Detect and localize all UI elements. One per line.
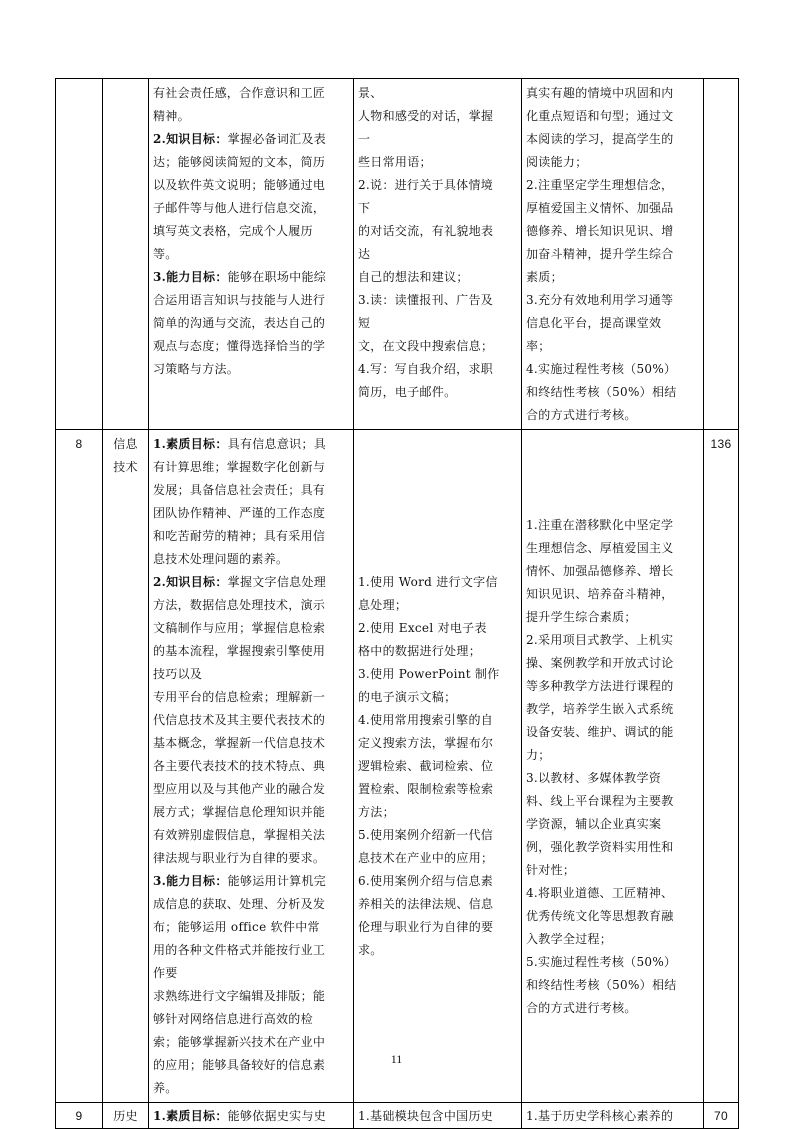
course-goals-cell — [149, 430, 354, 1103]
text-line: 2.使用 Excel 对电子表 — [358, 621, 487, 635]
text-line: 专用平台的信息检索；理解新一 — [153, 690, 326, 704]
text-line: 等多种教学方法进行课程的 — [526, 678, 674, 693]
text-line: 4.写：写自我介绍，求职 — [358, 362, 494, 376]
text-line: 2.采用项目式教学、上机实 — [526, 632, 674, 647]
text-line: 教学，培养学生嵌入式系统 — [526, 701, 674, 716]
text-line: 率； — [526, 339, 551, 353]
text-line: 料、线上平台课程为主要教 — [526, 793, 674, 808]
text-line — [153, 870, 349, 893]
page-number: 11 — [390, 1052, 403, 1066]
text-line: 些日常用语； — [358, 155, 432, 169]
goal-heading: 1.素质目标： — [153, 437, 228, 451]
teaching-methods-cell — [522, 430, 704, 1103]
text-line: 成信息的获取、处理、分析及发 — [153, 897, 326, 911]
course-content-cell — [354, 430, 522, 1103]
goal-text: 能够依据史实与史 — [227, 1109, 327, 1123]
text-line: 厚植爱国主义情怀、加强品 — [526, 201, 674, 215]
text-line: 律法规与职业行为自律的要求。 — [153, 851, 326, 865]
course-name-cell — [103, 430, 149, 1103]
text-line: 合的方式进行考核。 — [526, 408, 637, 422]
text-line: 力； — [526, 747, 551, 762]
text-line: 型应用以及与其他产业的融合发 — [153, 782, 326, 796]
text-line: 基本概念，掌握新一代信息技术 — [153, 736, 326, 750]
text-line: 合的方式进行考核。 — [526, 1000, 637, 1015]
text-line: 4.实施过程性考核（50%） — [526, 362, 677, 376]
text-line: 息技术处理问题的素养。 — [153, 552, 289, 566]
text-line: 息处理； — [358, 598, 408, 612]
text-line: 提升学生综合素质； — [526, 609, 637, 624]
text-line: 下 — [358, 201, 371, 215]
course-number-cell: 9 — [56, 1103, 103, 1129]
goal-heading: 3.能力目标： — [153, 270, 228, 284]
course-goals-cell — [149, 1103, 354, 1129]
table-row-course-9 — [56, 1103, 739, 1129]
text-line: 学资源，辅以企业真实案 — [526, 816, 662, 831]
course-name-line-1: 信息 — [113, 437, 138, 451]
text-line: 短 — [358, 316, 371, 330]
table-row-continued — [56, 79, 739, 430]
text-line: 用的各种文件格式并能按行业工 — [153, 943, 326, 957]
course-number-cell: 8 — [56, 430, 103, 1103]
table-row-course-8 — [56, 430, 739, 1103]
text-line: 自己的想法和建议； — [358, 270, 469, 284]
text-line: 知识见识、培养奋斗精神， — [526, 586, 674, 601]
text-line: 和终结性考核（50%）相结 — [526, 385, 677, 399]
text-line: 技巧以及 — [153, 667, 203, 681]
text-line: 以及软件英文说明；能够通过电 — [153, 178, 326, 192]
text-line: 方法，数据信息处理技术，演示 — [153, 598, 326, 612]
text-line: 化重点短语和句型；通过文 — [526, 109, 674, 123]
text-line: 团队协作精神、严谨的工作态度 — [153, 506, 326, 520]
text-line: 信息化平台，提高课堂效 — [526, 316, 662, 330]
text-line: 等。 — [153, 247, 178, 261]
text-line: 4.使用常用搜索引擎的自 — [358, 713, 494, 727]
text-line: 5.实施过程性考核（50%） — [526, 954, 677, 969]
course-name-cell: 历史 — [103, 1103, 149, 1129]
text-line: 的基本流程，掌握搜索引擎使用 — [153, 644, 326, 658]
text-line: 本阅读的学习，提高学生的 — [526, 132, 674, 146]
course-hours-cell: 136 — [704, 430, 739, 1103]
text-line: 求熟练进行文字编辑及排版；能 — [153, 989, 326, 1003]
text-line: 展方式；掌握信息伦理知识并能 — [153, 805, 326, 819]
text-line: 优秀传统文化等思想教育融 — [526, 908, 674, 923]
text-line: 素质； — [526, 270, 563, 284]
text-line: 针对性； — [526, 862, 576, 877]
text-line: 生理想信念、厚植爱国主义 — [526, 540, 674, 555]
text-line: 发展；具备信息社会责任；具有 — [153, 483, 326, 497]
text-line: 3.充分有效地利用学习通等 — [526, 293, 674, 307]
text-line: 人物和感受的对话，掌握 — [358, 109, 494, 123]
goal-text: 掌握必备词汇及表 — [227, 132, 327, 146]
text-line — [153, 128, 349, 151]
text-line: 布；能够运用 office 软件中常 — [153, 920, 320, 934]
text-line: 例，强化教学资料实用性和 — [526, 839, 674, 854]
text-line: 逻辑检索、截词检索、位 — [358, 759, 494, 773]
text-line: 和终结性考核（50%）相结 — [526, 977, 677, 992]
goal-text: 能够运用计算机完 — [227, 874, 327, 888]
text-line: 3.读：读懂报刊、广告及 — [358, 293, 494, 307]
text-line: 精神。 — [153, 109, 190, 123]
text-line: 伦理与职业行为自律的要 — [358, 920, 494, 934]
course-number-cell — [56, 79, 103, 430]
text-line: 置检索、限制检索等检索 — [358, 782, 494, 796]
teaching-methods-cell — [522, 79, 704, 430]
text-line: 够针对网络信息进行高效的检 — [153, 1012, 313, 1026]
text-line: 有计算思维；掌握数字化创新与 — [153, 460, 326, 474]
text-line: 格中的数据进行处理； — [358, 644, 482, 658]
text-line: 6.使用案例介绍与信息素 — [358, 874, 494, 888]
text-line: 方法； — [358, 805, 395, 819]
text-line: 3.使用 PowerPoint 制作 — [358, 667, 500, 681]
text-line: 设备安装、维护、调试的能 — [526, 724, 674, 739]
course-name-line-2: 技术 — [113, 460, 138, 474]
text-line: 和吃苦耐劳的精神；具有采用信 — [153, 529, 326, 543]
teaching-methods-cell: 1.基于历史学科核心素养的 — [522, 1103, 704, 1129]
text-line: 达 — [358, 247, 371, 261]
text-line: 2.说：进行关于具体情境 — [358, 178, 494, 192]
text-line: 有效辨别虚假信息，掌握相关法 — [153, 828, 326, 842]
goal-heading: 1.素质目标： — [153, 1109, 228, 1123]
text-line: 习策略与方法。 — [153, 362, 240, 376]
goal-heading: 2.知识目标： — [153, 575, 228, 589]
goal-heading: 3.能力目标： — [153, 874, 228, 888]
text-line: 情怀、加强品德修养、增长 — [526, 563, 674, 578]
text-line: 简单的沟通与交流，表达自己的 — [153, 316, 326, 330]
text-line: 加奋斗精神，提升学生综合 — [526, 247, 674, 261]
text-line: 合运用语言知识与技能与人进行 — [153, 293, 326, 307]
text-line: 的应用；能够具备较好的信息素 — [153, 1058, 326, 1072]
course-content-cell — [354, 79, 522, 430]
text-line: 5.使用案例介绍新一代信 — [358, 828, 494, 842]
text-line: 4.将职业道德、工匠精神、 — [526, 885, 674, 900]
text-line: 求。 — [358, 943, 383, 957]
text-line: 达；能够阅读简短的文本，简历 — [153, 155, 326, 169]
text-line — [153, 266, 349, 289]
goal-heading: 2.知识目标： — [153, 132, 228, 146]
text-line: 观点与态度；懂得选择恰当的学 — [153, 339, 326, 353]
course-hours-cell: 70 — [704, 1103, 739, 1129]
text-line: 索；能够掌握新兴技术在产业中 — [153, 1035, 326, 1049]
course-goals-cell — [149, 79, 354, 430]
text-line — [153, 433, 349, 456]
text-line: 德修养、增长知识见识、增 — [526, 224, 674, 238]
text-line: 操、案例教学和开放式讨论 — [526, 655, 674, 670]
text-line: 2.注重坚定学生理想信念， — [526, 178, 674, 192]
text-line: 养。 — [153, 1081, 178, 1095]
text-line: 定义搜索方法，掌握布尔 — [358, 736, 494, 750]
text-line: 真实有趣的情境中巩固和内 — [526, 86, 674, 100]
text-line: 养相关的法律法规、信息 — [358, 897, 494, 911]
course-content-cell: 1.基础模块包含中国历史 — [354, 1103, 522, 1129]
text-line: 的电子演示文稿； — [358, 690, 457, 704]
text-line: 填写英文表格，完成个人履历 — [153, 224, 313, 238]
goal-text: 掌握文字信息处理 — [227, 575, 327, 589]
goal-text: 具有信息意识；具 — [227, 437, 327, 451]
text-line: 3.以教材、多媒体教学资 — [526, 770, 662, 785]
text-line — [153, 571, 349, 594]
text-line: 景、 — [358, 86, 383, 100]
text-line: 1.使用 Word 进行文字信 — [358, 575, 498, 589]
text-line: 阅读能力； — [526, 155, 588, 169]
text-line: 文稿制作与应用；掌握信息检索 — [153, 621, 326, 635]
curriculum-table — [55, 78, 739, 1129]
text-line: 息技术在产业中的应用； — [358, 851, 494, 865]
text-line: 作要 — [153, 966, 178, 980]
text-line: 一 — [358, 132, 371, 146]
text-line: 1.注重在潜移默化中坚定学 — [526, 517, 674, 532]
text-line: 的对话交流，有礼貌地表 — [358, 224, 494, 238]
text-line: 入教学全过程； — [526, 931, 613, 946]
text-line: 有社会责任感，合作意识和工匠 — [153, 86, 326, 100]
course-name-cell — [103, 79, 149, 430]
text-line: 代信息技术及其主要代表技术的 — [153, 713, 326, 727]
text-line: 子邮件等与他人进行信息交流， — [153, 201, 326, 215]
goal-text: 能够在职场中能综 — [227, 270, 327, 284]
text-line: 文，在文段中搜索信息； — [358, 339, 494, 353]
text-line: 各主要代表技术的技术特点、典 — [153, 759, 326, 773]
text-line: 简历，电子邮件。 — [358, 385, 457, 399]
course-hours-cell — [704, 79, 739, 430]
